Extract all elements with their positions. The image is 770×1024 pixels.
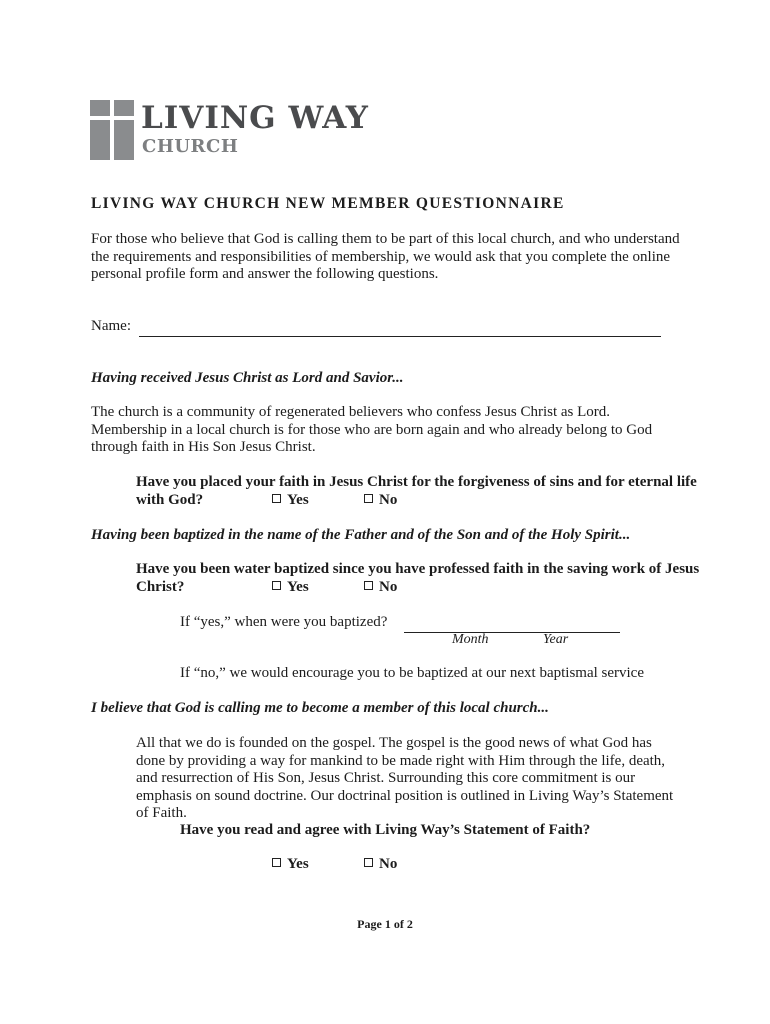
checkbox-icon[interactable]	[272, 581, 281, 590]
church-logo	[90, 100, 370, 162]
name-row	[91, 318, 661, 337]
section2-question-end: Christ?	[136, 579, 185, 595]
no-label: No	[379, 579, 398, 595]
intro-paragraph: For those who believe that God is calling them to be part of this local church, and who understand the requirements and responsibilities of membership, we would ask that you complete the online personal profile form and answer the following questions.	[91, 231, 680, 283]
month-label: Month	[452, 632, 489, 647]
checkbox-icon[interactable]	[364, 858, 373, 867]
yes-label: Yes	[287, 492, 309, 508]
checkbox-icon[interactable]	[272, 858, 281, 867]
page-number: Page 1 of 2	[357, 917, 413, 931]
section1-yes-option[interactable]	[272, 492, 309, 510]
no-label: No	[379, 492, 398, 508]
name-field[interactable]	[139, 318, 661, 337]
section1-question-end: with God?	[136, 492, 204, 508]
checkbox-icon[interactable]	[364, 494, 373, 503]
baptism-date-field[interactable]	[404, 614, 620, 633]
yes-label: Yes	[287, 579, 309, 595]
section1-no-option[interactable]	[364, 492, 397, 510]
baptism-no-note: If “no,” we would encourage you to be baptized at our next baptismal service	[180, 665, 644, 681]
page-title: LIVING WAY CHURCH NEW MEMBER QUESTIONNAIRE	[91, 195, 565, 212]
logo-subtitle: CHURCH	[142, 136, 239, 157]
baptism-date-row	[404, 614, 620, 633]
checkbox-icon[interactable]	[364, 581, 373, 590]
section2-no-option[interactable]	[364, 579, 397, 597]
section2-heading: Having been baptized in the name of the Father and of the Son and of the Holy Spirit...	[91, 527, 631, 543]
section1-heading: Having received Jesus Christ as Lord and Savior...	[91, 370, 404, 386]
section2-yes-option[interactable]	[272, 579, 309, 597]
yes-label: Yes	[287, 856, 309, 872]
section1-question: Have you placed your faith in Jesus Christ for the forgiveness of sins and for eternal life	[136, 474, 697, 490]
section3-yes-option[interactable]	[272, 856, 309, 874]
baptism-date-label: If “yes,” when were you baptized?	[180, 614, 388, 630]
section3-no-option[interactable]	[364, 856, 397, 874]
no-label: No	[379, 856, 398, 872]
year-label: Year	[543, 632, 569, 647]
section3-heading: I believe that God is calling me to become a member of this local church...	[91, 700, 549, 716]
section2-question: Have you been water baptized since you have professed faith in the saving work of Jesus	[136, 561, 700, 577]
section3-question: Have you read and agree with Living Way’s Statement of Faith?	[180, 822, 591, 838]
checkbox-icon[interactable]	[272, 494, 281, 503]
cross-logo-icon	[90, 100, 134, 160]
logo-wordmark: LIVING WAY	[141, 100, 369, 136]
section1-body: The church is a community of regenerated believers who confess Jesus Christ as Lord. Membership in a local church is for those who are born again and who already belong to God through faith in His Son Jesus Christ.	[91, 404, 653, 456]
name-label: Name:	[91, 318, 131, 334]
section3-body: All that we do is founded on the gospel. The gospel is the good news of what God has done by providing a way for mankind to be made right with Him through the life, death, and resurrection of His Son, Jesus Christ. Surrounding this core commitment is our emphasis on sound doctrine. Our doctrinal position is outlined in Living Way’s Statement of Faith.	[136, 735, 674, 822]
